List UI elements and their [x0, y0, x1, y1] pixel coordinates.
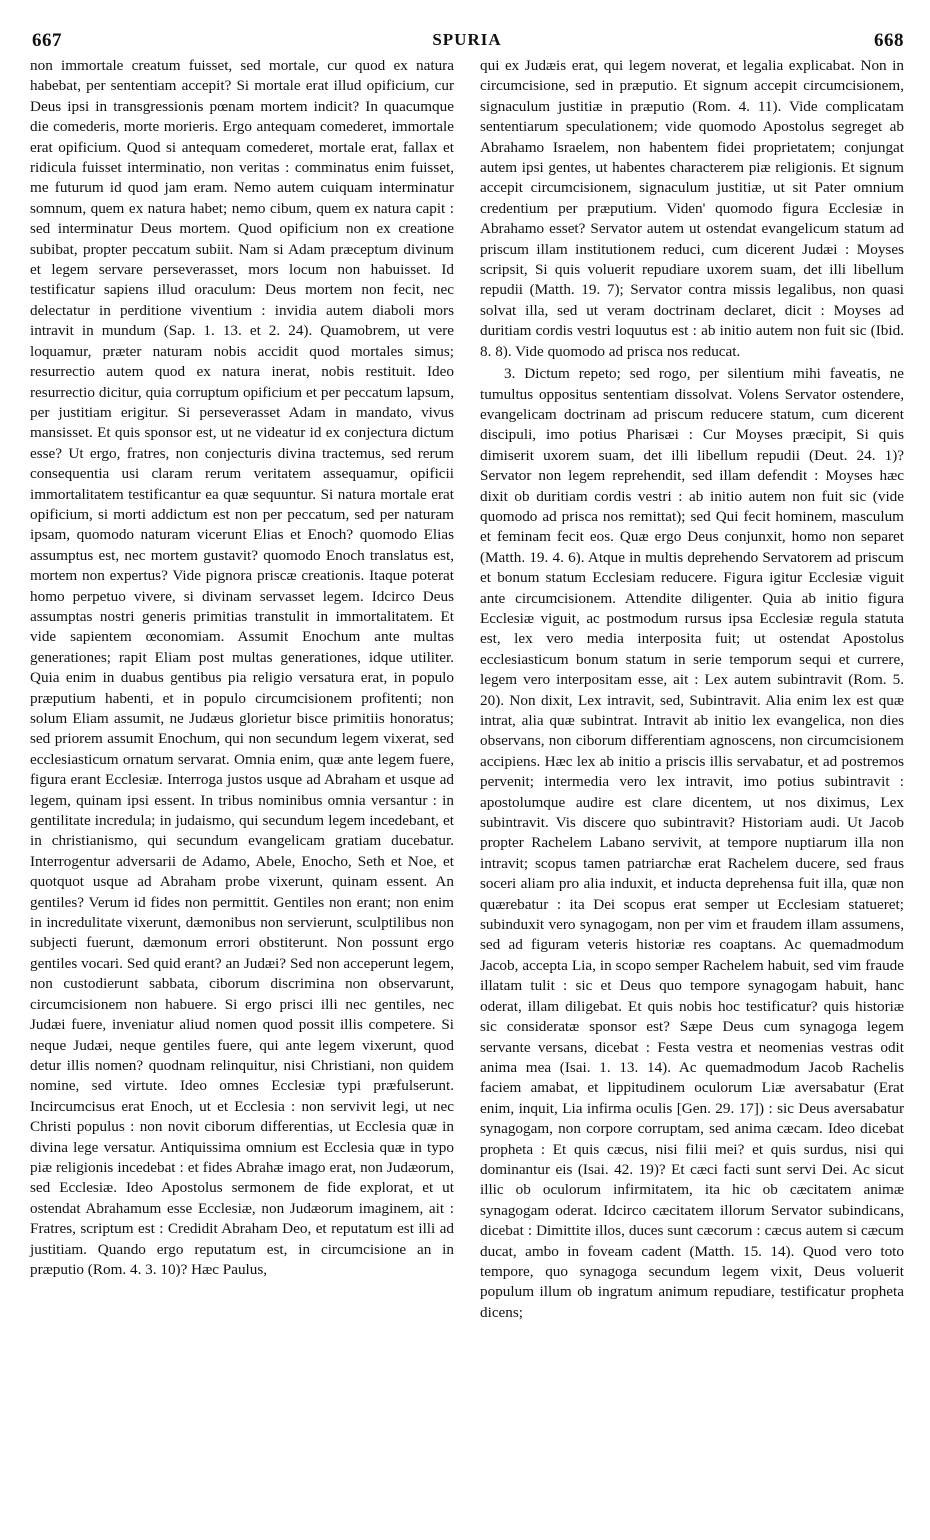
right-column-paragraph-1: qui ex Judæis erat, qui legem noverat, et legalia explicabat. Non in circumcisione, sed in præputio. Et signum accepit circumcisionem, signaculum justitiæ in præputio (Rom. 4. 11). Vide complicatam sententiarum speculationem; vide quomodo Apostolus segreget ab Abrahamo Israelem, non habentem fidei proprietatem; conjungat autem ipsi gentes, ut habentes characterem piæ religionis. Et signum accepit circumcisionem, signaculum justitiæ, ut sit Pater omnium credentium per præputium. Viden' quomodo figura Ecclesiæ in Abrahamo esset? Servator autem ut ostendat evangelicum statum ad priscum illam institutionem reduci, cum dicerent Judæi : Moyses scripsit, Si quis voluerit repudiare uxorem suam, det illi libellum repudii (Matth. 19. 7); Servator contra missis legalibus, non quasi solvat illa, sed ut veram doctrinam declaret, dicit : Moyses ad duritiam cordis vestri loquutus est : ab initio autem non fuit sic (Ibid. 8. 8). Vide quomodo ad prisca nos reducat. [480, 57, 904, 360]
left-column-paragraph: non immortale creatum fuisset, sed mortale, cur quod ex natura habebat, per sententiam accepit? Si mortale erat illud opificium, cur Deus ipsi in transgressionis pœnam mortem indicit? In quacumque die comederis, morte morieris. Ergo antequam comederet, immortale erat opificium. Quod si antequam comederet, mortale erat, fallax et ridicula fuisset interminatio, non veritas : comminatus enim fuisset, me futurum id quod jam eram. Nemo autem cuiquam interminatur somnum, quem ex natura habet; nemo cibum, quem ex natura capit : sed interminatur Deus mortem. Quod opificium non ex creatione subibat, propter peccatum subiit. Nam si Adam præceptum divinum et legem servare perseverasset, mors locum non habuisset. Id testificatur sapiens illud oraculum: Deus mortem non fecit, nec delectatur in perditione viventium : invidia autem diaboli mors intravit in mundum (Sap. 1. 13. et 2. 24). Quamobrem, ut vere loquamur, præter naturam nobis accidit quod mortales simus; resurrectio autem quod ex natura inerat, nobis restituit. Ideo resurrectio dicitur, quia corruptum opificium et per peccatum lapsum, per justitiam erigitur. Si perseverasset Adam in mandato, vivus mansisset. Et quis sponsor est, ut ne videatur id ex conjectura dictum esse? Ut ergo, fratres, non conjecturis divina tractemus, sed rerum consequentia usi claram rerum veritatem assequamur, opificii immortalitatem testificantur ea quæ sequuntur. Si natura mortale erat opificium, si morti addictum est non per peccatum, sed per naturam ipsam, quomodo naturam vicerunt Elias et Enoch? quomodo Elias assumptus est, nec mortem gustavit? quomodo Enoch translatus est, mortem non expertus? Vide pignora priscæ creationis. Itaque poterat homo perpetuo vivere, si divinam servasset legem. Idcirco Deus assumptas nostri generis primitias transtulit in immortalitatem. Et vide sapientem œconomiam. Assumit Enochum ante multas generationes; rapit Eliam post multas generationes, idque utiliter. Quia enim in duabus gentibus pia religio versatura erat, in populo præputium habenti, et in populo circumcisionem profitenti; non solum Eliam assumit, ne Judæus glorietur bisce primitiis honoratus; sed priorem assumit Enochum, qui non secundum legem vixerat, sed ecclesiasticum ornatum servarat. Omnia enim, quæ ante legem fuere, figura erant Ecclesiæ. Interroga justos usque ad Abraham et usque ad legem, quinam ipsi essent. In tribus nominibus omnia versantur : in gentilitate incredula; in judaismo, qui secundum legem incedebant, et in christianismo, qui secundum evangelicam gratiam ducebatur. Interrogentur adversarii de Adamo, Abele, Enocho, Seth et Noe, et quotquot usque ad Abraham probe vixerunt, quinam essent. An gentiles? Verum id fides non permittit. Gentiles non erant; non enim in incredulitate vixerunt, dæmonibus non servierunt, sculptilibus non subjecti fuerunt, dæmonum errori obstiterunt. Non possunt ergo gentiles vocari. Sed quid erant? an Judæi? Sed non acceperunt legem, non custodierunt sabbata, ciborum discrimina non observarunt, circumcisionem non habuere. Si ergo prisci illi nec gentiles, nec Judæi fuere, inveniatur aliud nomen quod possit illis competere. Si neque Judæi, neque gentiles fuere, qui ante legem vixerunt, quod detur illis nomen? quodnam relinquitur, nisi Christiani, non quidem nomine, sed virtute. Ideo omnes Ecclesiæ typi præfulserunt. Incircumcisus erat Enoch, ut et Ecclesia : non servivit legi, ut nec Christi populus : non novit ciborum differentias, ut Ecclesia quæ in divina lege versatur. Antiquissima omnium est Ecclesia quæ in typo piæ religionis incedebat : et fides Abrahæ imago erat, non Judæorum, sed Ecclesiæ. Ideo Apostolus sermonem de fide explorat, et ut ostendat Abrahamum esse Ecclesiæ, non Judæorum imaginem, ait : Fratres, scriptum est : Credidit Abraham Deo, et reputatum est illi ad justitiam. Quando ergo reputatum est, in circumcisione an in præputio (Rom. 4. 3. 10)? Hæc Paulus, [30, 57, 454, 1278]
right-column-paragraph-2: 3. Dictum repeto; sed rogo, per silentium mihi faveatis, ne tumultus oppositus sententiam dissolvat. Volens Servator ostendere, evangelicam doctrinam ad priscum reducere statum, cum dicerent discipuli, imo potius Pharisæi : Cur Moyses præcipit, Si quis dimiserit uxorem suam, det illi libellum repudii (Deut. 24. 1)? Servator non legem reprehendit, sed illam defendit : Moyses hæc dixit ob duritiam cordis vestri : ab initio autem non fuit sic (vide quomodo ad prisca nos remittat); sed Qui fecit hominem, masculum et feminam fecit eos. Quæ ergo Deus conjunxit, homo non separet (Matth. 19. 4. 6). Atque in multis deprehendo Servatorem ad priscum et bonum statum Ecclesiam reducere. Figura igitur Ecclesiæ viguit ante circumcisionem. Attendite diligenter. Quia ab initio figura Ecclesiæ viguit, ac postmodum rursus ipsa Ecclesiæ regula statuta est, lex vero media interposita fuit; ut ostendat Apostolus ecclesiasticum bonum statum in serie temporum sequi et currere, legem vero interpositam esse, ait : Lex autem subintravit (Rom. 5. 20). Non dixit, Lex intravit, sed, Subintravit. Alia enim lex est quæ intrat, alia quæ subintrat. Intravit ab initio lex evangelica, non dies observans, non ciborum differentiam agnoscens, non circumcisionem accipiens. Hæc lex ab initio a priscis illis servabatur, et ad postremos pervenit; intermedia vero lex intravit, imo potius subintravit : apostolumque audire est clare dicentem, ut nos diximus, Lex subintravit. Vis discere quo subintravit? Historiam audi. Ut Jacob propter Rachelem Labano servivit, at tempore nuptiarum illa non intravit; scopus tamen patriarchæ erat Rachelem ducere, sed fraus soceri aliam pro alia induxit, et inducta deprehensa fuit illa, quæ non quærebatur : ita Dei scopus erat semper ut Ecclesiam statueret; subinduxit vero synagogam, non per vim et fraudem illam assumens, sed ad figuram veteris historiæ res coaptans. Ac quemadmodum Jacob, accepta Lia, in scopo semper Rachelem habuit, sed vim fraude illatam tulit : sic et Deus quo tempore synagogam habuit, hanc oderat, illam diligebat. Et quis nobis hoc testificatur? quis historiæ sic consideratæ sponsor est? Sæpe Deus cum synagoga legem servante versans, dicebat : Festa vestra et neomenias vestras odit anima mea (Isai. 1. 13. 14). Ac quemadmodum Jacob Rachelis faciem amabat, et lippitudinem oculorum Liæ aversabatur (Erat enim, inquit, Lia infirma oculis [Gen. 29. 17]) : sic Deus aversabatur synagogam, non corpore corruptam, sed anima cæcam. Ideo dicebat propheta : Et quis cæcus, nisi filii mei? et quis surdus, nisi qui dominantur eis (Isai. 42. 19)? Et cæci facti sunt servi Dei. Ac sicut illic ob oculorum infirmitatem, ita hic ob cæcitatem animæ synagogam oderat. Idcirco cæcitatem illorum Servator subindicans, dicebat : Dimittite illos, duces sunt cæcorum : cæcus autem si cæcum ducat, ambo in foveam cadent (Matth. 15. 14). Quod vero toto tempore, quo synagoga secundum legem vixit, Deus voluerit populum illum ob ingratum animum repudiare, testificatur propheta dicens; [480, 365, 904, 1321]
page-number-left: 667 [32, 30, 62, 51]
text-columns [30, 56, 904, 1323]
right-column [480, 56, 904, 1323]
page-number-right: 668 [874, 30, 904, 51]
running-title: SPURIA [432, 30, 502, 49]
left-column [30, 56, 454, 1323]
page-header [30, 30, 904, 52]
